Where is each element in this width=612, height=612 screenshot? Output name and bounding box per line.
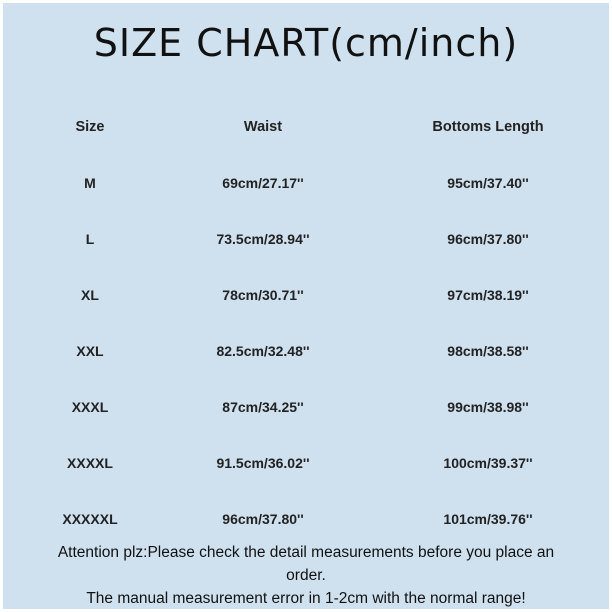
bottoms-length-cell: 98cm/38.58'' xyxy=(447,343,529,359)
waist-cell: 69cm/27.17'' xyxy=(222,175,304,191)
waist-cell: 96cm/37.80'' xyxy=(222,511,304,527)
table-row xyxy=(3,267,609,323)
bottoms-length-cell: 100cm/39.37'' xyxy=(443,455,533,471)
note-line-3: The manual measurement error in 1-2cm with the normal range! xyxy=(86,590,526,607)
size-cell: L xyxy=(85,231,95,247)
waist-cell: 78cm/30.71'' xyxy=(222,287,304,303)
table-row xyxy=(3,435,609,491)
bottoms-length-cell: 96cm/37.80'' xyxy=(447,231,529,247)
size-cell: XXL xyxy=(76,343,104,359)
header-size: Size xyxy=(75,119,105,135)
measurement-note xyxy=(3,541,609,610)
bottoms-length-cell: 99cm/38.98'' xyxy=(447,399,529,415)
size-cell: XXXXXL xyxy=(62,511,118,527)
waist-cell: 87cm/34.25'' xyxy=(222,399,304,415)
size-cell: XXXXL xyxy=(67,455,113,471)
bottoms-length-cell: 97cm/38.19'' xyxy=(447,287,529,303)
size-cell: XXXL xyxy=(71,399,109,415)
waist-cell: 91.5cm/36.02'' xyxy=(216,455,310,471)
table-row xyxy=(3,211,609,267)
table-header-row xyxy=(3,99,609,155)
table-row xyxy=(3,323,609,379)
table-row xyxy=(3,155,609,211)
waist-cell: 73.5cm/28.94'' xyxy=(216,231,310,247)
chart-title: SIZE CHART(cm/inch) xyxy=(93,21,519,65)
size-chart-panel xyxy=(3,3,609,609)
table-row xyxy=(3,491,609,547)
bottoms-length-cell: 95cm/37.40'' xyxy=(447,175,529,191)
size-cell: XL xyxy=(81,287,99,303)
waist-cell: 82.5cm/32.48'' xyxy=(216,343,310,359)
table-row xyxy=(3,379,609,435)
header-bottoms-length: Bottoms Length xyxy=(432,119,544,135)
size-table xyxy=(3,99,609,547)
bottoms-length-cell: 101cm/39.76'' xyxy=(443,511,533,527)
note-line-1: Attention plz:Please check the detail measurements before you place an xyxy=(57,544,555,561)
note-line-2: order. xyxy=(286,567,326,584)
size-cell: M xyxy=(84,175,96,191)
header-waist: Waist xyxy=(243,119,283,135)
